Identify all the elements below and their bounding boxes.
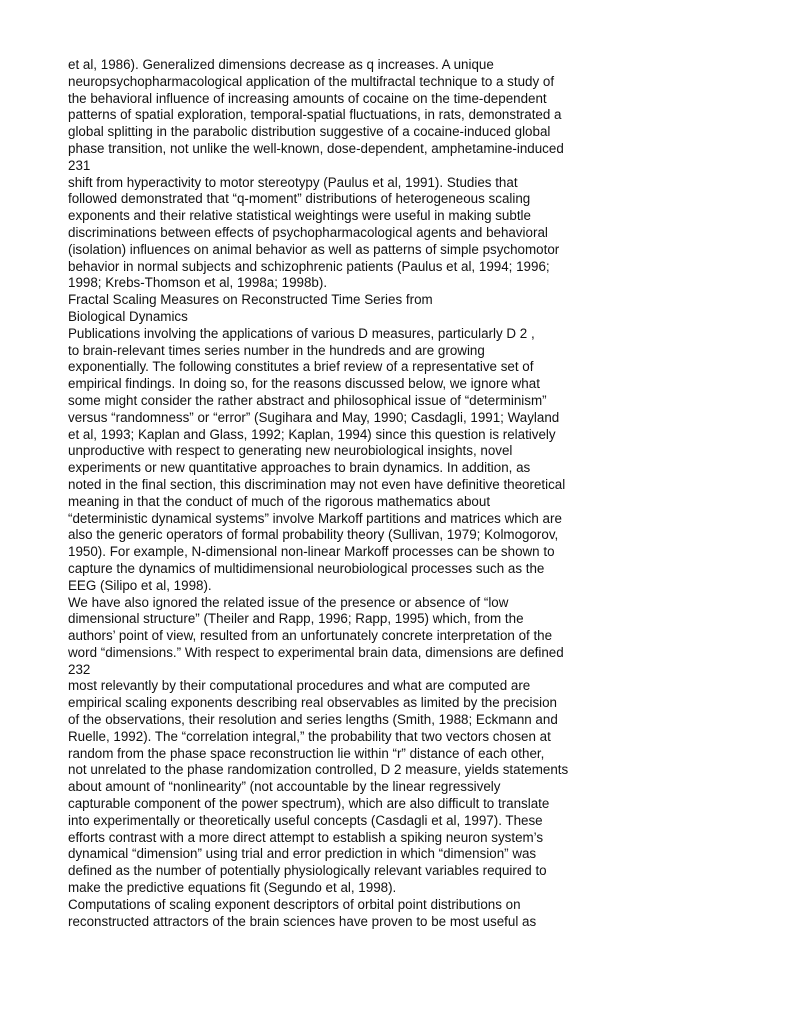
text-line: versus “randomness” or “error” (Sugihara and May, 1990; Casdagli, 1991; Wayland [68, 409, 560, 425]
section-heading: Fractal Scaling Measures on Reconstructed Time Series from [68, 292, 433, 308]
text-line: empirical scaling exponents describing real observables as limited by the precision [68, 695, 558, 711]
text-line: discriminations between effects of psychopharmacological agents and behavioral [68, 224, 548, 240]
text-line: make the predictive equations fit (Segundo et al, 1998). [68, 880, 397, 896]
section-heading: Biological Dynamics [68, 308, 188, 324]
text-line: the behavioral influence of increasing amounts of cocaine on the time-dependent [68, 90, 547, 106]
document-page [68, 57, 768, 930]
text-line: exponentially. The following constitutes a brief review of a representative set of [68, 359, 534, 375]
text-line: exponents and their relative statistical weightings were useful in making subtle [68, 208, 531, 224]
text-line: neuropsychopharmacological application of the multifractal technique to a study of [68, 73, 555, 89]
text-line: experiments or new quantitative approaches to brain dynamics. In addition, as [68, 460, 531, 476]
text-line: patterns of spatial exploration, temporal-spatial fluctuations, in rats, demonstrated a [68, 107, 562, 123]
text-line: Publications involving the applications of various D measures, particularly D 2 , [68, 325, 535, 341]
text-line: Ruelle, 1992). The “correlation integral,” the probability that two vectors chosen at [68, 728, 551, 744]
text-line: Computations of scaling exponent descriptors of orbital point distributions on [68, 896, 521, 912]
text-line: to brain-relevant times series number in the hundreds and are growing [68, 342, 485, 358]
page-number: 232 [68, 661, 91, 677]
text-line: behavior in normal subjects and schizophrenic patients (Paulus et al, 1994; 1996; [68, 258, 550, 274]
text-line: EEG (Silipo et al, 1998). [68, 577, 212, 593]
text-line: about amount of “nonlinearity” (not accountable by the linear regressively [68, 779, 501, 795]
text-line: also the generic operators of formal probability theory (Sullivan, 1979; Kolmogorov, [68, 527, 559, 543]
text-line: some might consider the rather abstract and philosophical issue of “determinism” [68, 392, 547, 408]
text-line: dimensional structure” (Theiler and Rapp, 1996; Rapp, 1995) which, from the [68, 611, 524, 627]
text-line: capture the dynamics of multidimensional neurobiological processes such as the [68, 560, 545, 576]
text-line: empirical findings. In doing so, for the reasons discussed below, we ignore what [68, 376, 540, 392]
text-line: 1998; Krebs-Thomson et al, 1998a; 1998b). [68, 275, 328, 291]
text-line: global splitting in the parabolic distribution suggestive of a cocaine-induced global [68, 124, 551, 140]
text-line: word “dimensions.” With respect to experimental brain data, dimensions are defined [68, 644, 564, 660]
page-number: 231 [68, 157, 91, 173]
text-line: defined as the number of potentially physiologically relevant variables required to [68, 863, 547, 879]
text-line: 1950). For example, N-dimensional non-linear Markoff processes can be shown to [68, 544, 555, 560]
text-line: authors’ point of view, resulted from an unfortunately concrete interpretation of the [68, 628, 553, 644]
text-line: et al, 1993; Kaplan and Glass, 1992; Kaplan, 1994) since this question is relatively [68, 426, 556, 442]
text-line: We have also ignored the related issue of the presence or absence of “low [68, 594, 509, 610]
text-line: et al, 1986). Generalized dimensions decrease as q increases. A unique [68, 57, 494, 72]
text-line: (isolation) influences on animal behavior as well as patterns of simple psychomotor [68, 241, 560, 257]
text-line: random from the phase space reconstruction lie within “r” distance of each other, [68, 745, 545, 761]
text-line: unproductive with respect to generating new neurobiological insights, novel [68, 443, 513, 459]
text-line: most relevantly by their computational procedures and what are computed are [68, 678, 531, 694]
text-line: shift from hyperactivity to motor stereotypy (Paulus et al, 1991). Studies that [68, 174, 518, 190]
text-line: dynamical “dimension” using trial and error prediction in which “dimension” was [68, 846, 537, 862]
text-line: followed demonstrated that “q-moment” distributions of heterogeneous scaling [68, 191, 531, 207]
text-line: meaning in that the conduct of much of the rigorous mathematics about [68, 493, 491, 509]
text-line: reconstructed attractors of the brain sciences have proven to be most useful as [68, 913, 537, 929]
text-line: of the observations, their resolution and series lengths (Smith, 1988; Eckmann and [68, 712, 558, 728]
text-line: into experimentally or theoretically useful concepts (Casdagli et al, 1997). These [68, 812, 543, 828]
text-line: noted in the final section, this discrimination may not even have definitive theoretical [68, 476, 566, 492]
text-line: not unrelated to the phase randomization controlled, D 2 measure, yields statements [68, 762, 569, 778]
text-line: efforts contrast with a more direct attempt to establish a spiking neuron system’s [68, 829, 544, 845]
text-line: phase transition, not unlike the well-known, dose-dependent, amphetamine-induced [68, 140, 564, 156]
text-line: “deterministic dynamical systems” involve Markoff partitions and matrices which are [68, 510, 562, 526]
text-line: capturable component of the power spectrum), which are also difficult to translate [68, 796, 550, 812]
